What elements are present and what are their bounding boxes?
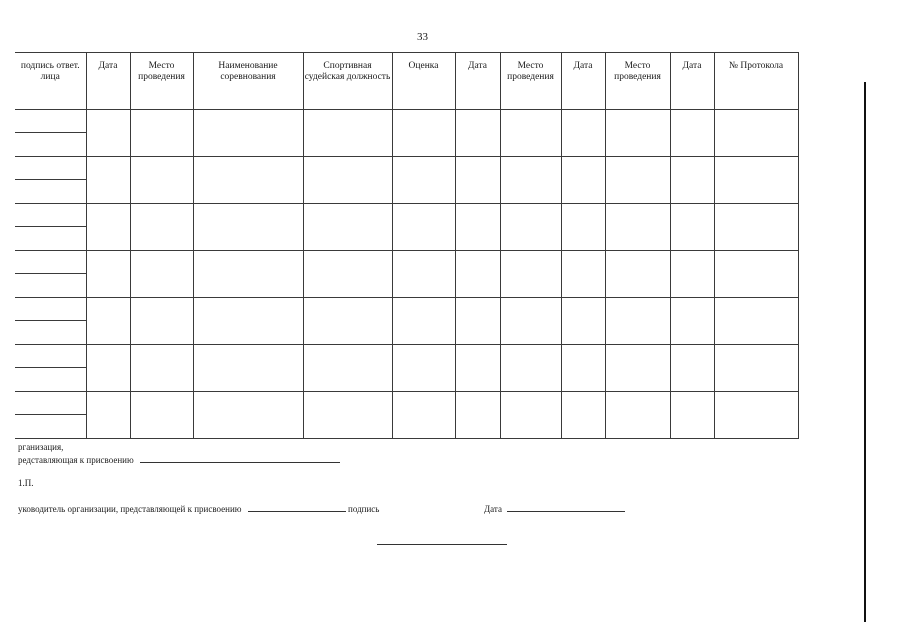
table-row bbox=[15, 345, 798, 392]
table-cell bbox=[303, 110, 392, 157]
col-header-date: Дата bbox=[670, 53, 714, 110]
table-cell bbox=[455, 204, 500, 251]
table-cell bbox=[86, 157, 130, 204]
table-cell bbox=[130, 251, 193, 298]
table-row bbox=[15, 110, 798, 157]
table-cell bbox=[500, 251, 561, 298]
col-header-signature: подпись ответ. лица bbox=[15, 53, 86, 110]
table-cell bbox=[455, 392, 500, 439]
col-header-date: Дата bbox=[86, 53, 130, 110]
table-cell bbox=[303, 345, 392, 392]
table-cell bbox=[500, 157, 561, 204]
col-header-venue: Место проведения bbox=[500, 53, 561, 110]
col-header-judging-position: Спортивная судейская должность bbox=[303, 53, 392, 110]
table-cell bbox=[392, 298, 455, 345]
table-cell bbox=[714, 110, 798, 157]
table-cell bbox=[130, 110, 193, 157]
signature-field bbox=[248, 502, 346, 512]
cell-subline bbox=[15, 345, 87, 368]
org-label-line-2 bbox=[18, 453, 340, 466]
judging-record-table bbox=[15, 52, 799, 439]
table-cell bbox=[392, 157, 455, 204]
table-cell bbox=[561, 392, 605, 439]
table-cell bbox=[392, 110, 455, 157]
table-cell bbox=[193, 157, 303, 204]
table-cell bbox=[130, 345, 193, 392]
cell-subline bbox=[15, 298, 87, 321]
cell-subline bbox=[15, 157, 87, 180]
table-cell bbox=[500, 392, 561, 439]
org-label-text: редставляющая к присвоению bbox=[18, 455, 134, 465]
table-cell bbox=[670, 298, 714, 345]
table-row bbox=[15, 392, 798, 439]
table-cell bbox=[561, 345, 605, 392]
table-cell bbox=[670, 345, 714, 392]
table-row bbox=[15, 204, 798, 251]
table-cell bbox=[86, 110, 130, 157]
table-header-row bbox=[15, 53, 798, 110]
table-cell bbox=[130, 298, 193, 345]
table-cell bbox=[605, 110, 670, 157]
date-field bbox=[507, 502, 625, 512]
cell-subline bbox=[15, 251, 87, 274]
bottom-rule bbox=[377, 544, 507, 545]
table-cell bbox=[605, 251, 670, 298]
col-header-protocol-number: № Протокола bbox=[714, 53, 798, 110]
table-cell bbox=[392, 251, 455, 298]
table-cell bbox=[15, 392, 86, 439]
table-row bbox=[15, 157, 798, 204]
table-cell bbox=[86, 204, 130, 251]
table-cell bbox=[561, 157, 605, 204]
table-cell bbox=[303, 204, 392, 251]
table-row bbox=[15, 298, 798, 345]
table-cell bbox=[605, 345, 670, 392]
table-cell bbox=[303, 157, 392, 204]
table-cell bbox=[193, 110, 303, 157]
stamp-mark-label: 1.П. bbox=[18, 478, 34, 488]
date-label: Дата bbox=[484, 504, 502, 514]
table-cell bbox=[500, 110, 561, 157]
table-cell bbox=[130, 204, 193, 251]
cell-subline bbox=[15, 110, 87, 133]
table-cell bbox=[561, 204, 605, 251]
table-cell bbox=[561, 251, 605, 298]
table-cell bbox=[15, 110, 86, 157]
cell-subline bbox=[15, 392, 87, 415]
page-edge-line bbox=[864, 82, 866, 622]
head-label: уководитель организации, представляющей к присвоению bbox=[18, 504, 242, 514]
table-cell bbox=[670, 392, 714, 439]
table-cell bbox=[714, 392, 798, 439]
table-cell bbox=[303, 251, 392, 298]
col-header-date: Дата bbox=[561, 53, 605, 110]
table-cell bbox=[500, 204, 561, 251]
table-cell bbox=[15, 157, 86, 204]
table-cell bbox=[193, 251, 303, 298]
table-cell bbox=[500, 345, 561, 392]
table-cell bbox=[86, 392, 130, 439]
date-line bbox=[484, 502, 625, 515]
table-cell bbox=[605, 157, 670, 204]
table-cell bbox=[455, 110, 500, 157]
signature-label: подпись bbox=[348, 504, 380, 514]
table-cell bbox=[86, 298, 130, 345]
table-cell bbox=[670, 110, 714, 157]
table-cell bbox=[455, 251, 500, 298]
table-cell bbox=[605, 204, 670, 251]
table-cell bbox=[455, 157, 500, 204]
table-cell bbox=[130, 392, 193, 439]
col-header-venue: Место проведения bbox=[605, 53, 670, 110]
table-cell bbox=[670, 157, 714, 204]
table-cell bbox=[86, 251, 130, 298]
table-cell bbox=[193, 345, 303, 392]
table-cell bbox=[392, 345, 455, 392]
table-cell bbox=[392, 204, 455, 251]
table-row bbox=[15, 251, 798, 298]
org-label-line-1: рганизация, bbox=[18, 442, 64, 452]
table-body bbox=[15, 110, 798, 439]
table-cell bbox=[714, 298, 798, 345]
table-cell bbox=[303, 392, 392, 439]
table-cell bbox=[193, 298, 303, 345]
table-cell bbox=[15, 204, 86, 251]
table-cell bbox=[86, 345, 130, 392]
col-header-venue: Место проведения bbox=[130, 53, 193, 110]
org-name-field bbox=[140, 453, 340, 463]
table-cell bbox=[130, 157, 193, 204]
table-cell bbox=[714, 204, 798, 251]
head-signature-line bbox=[18, 502, 379, 515]
table-cell bbox=[714, 345, 798, 392]
table-cell bbox=[561, 110, 605, 157]
col-header-competition-name: Наименование соревнования bbox=[193, 53, 303, 110]
table-cell bbox=[15, 345, 86, 392]
table-cell bbox=[392, 392, 455, 439]
table-cell bbox=[714, 157, 798, 204]
table-cell bbox=[15, 298, 86, 345]
table-cell bbox=[15, 251, 86, 298]
table-cell bbox=[714, 251, 798, 298]
table-cell bbox=[561, 298, 605, 345]
table-cell bbox=[670, 204, 714, 251]
table-cell bbox=[455, 298, 500, 345]
table-cell bbox=[455, 345, 500, 392]
table-cell bbox=[303, 298, 392, 345]
col-header-date: Дата bbox=[455, 53, 500, 110]
table-cell bbox=[605, 392, 670, 439]
table-cell bbox=[605, 298, 670, 345]
table-cell bbox=[670, 251, 714, 298]
col-header-grade: Оценка bbox=[392, 53, 455, 110]
table-cell bbox=[193, 392, 303, 439]
table-cell bbox=[500, 298, 561, 345]
cell-subline bbox=[15, 204, 87, 227]
table-cell bbox=[193, 204, 303, 251]
page-number: 33 bbox=[417, 31, 428, 43]
